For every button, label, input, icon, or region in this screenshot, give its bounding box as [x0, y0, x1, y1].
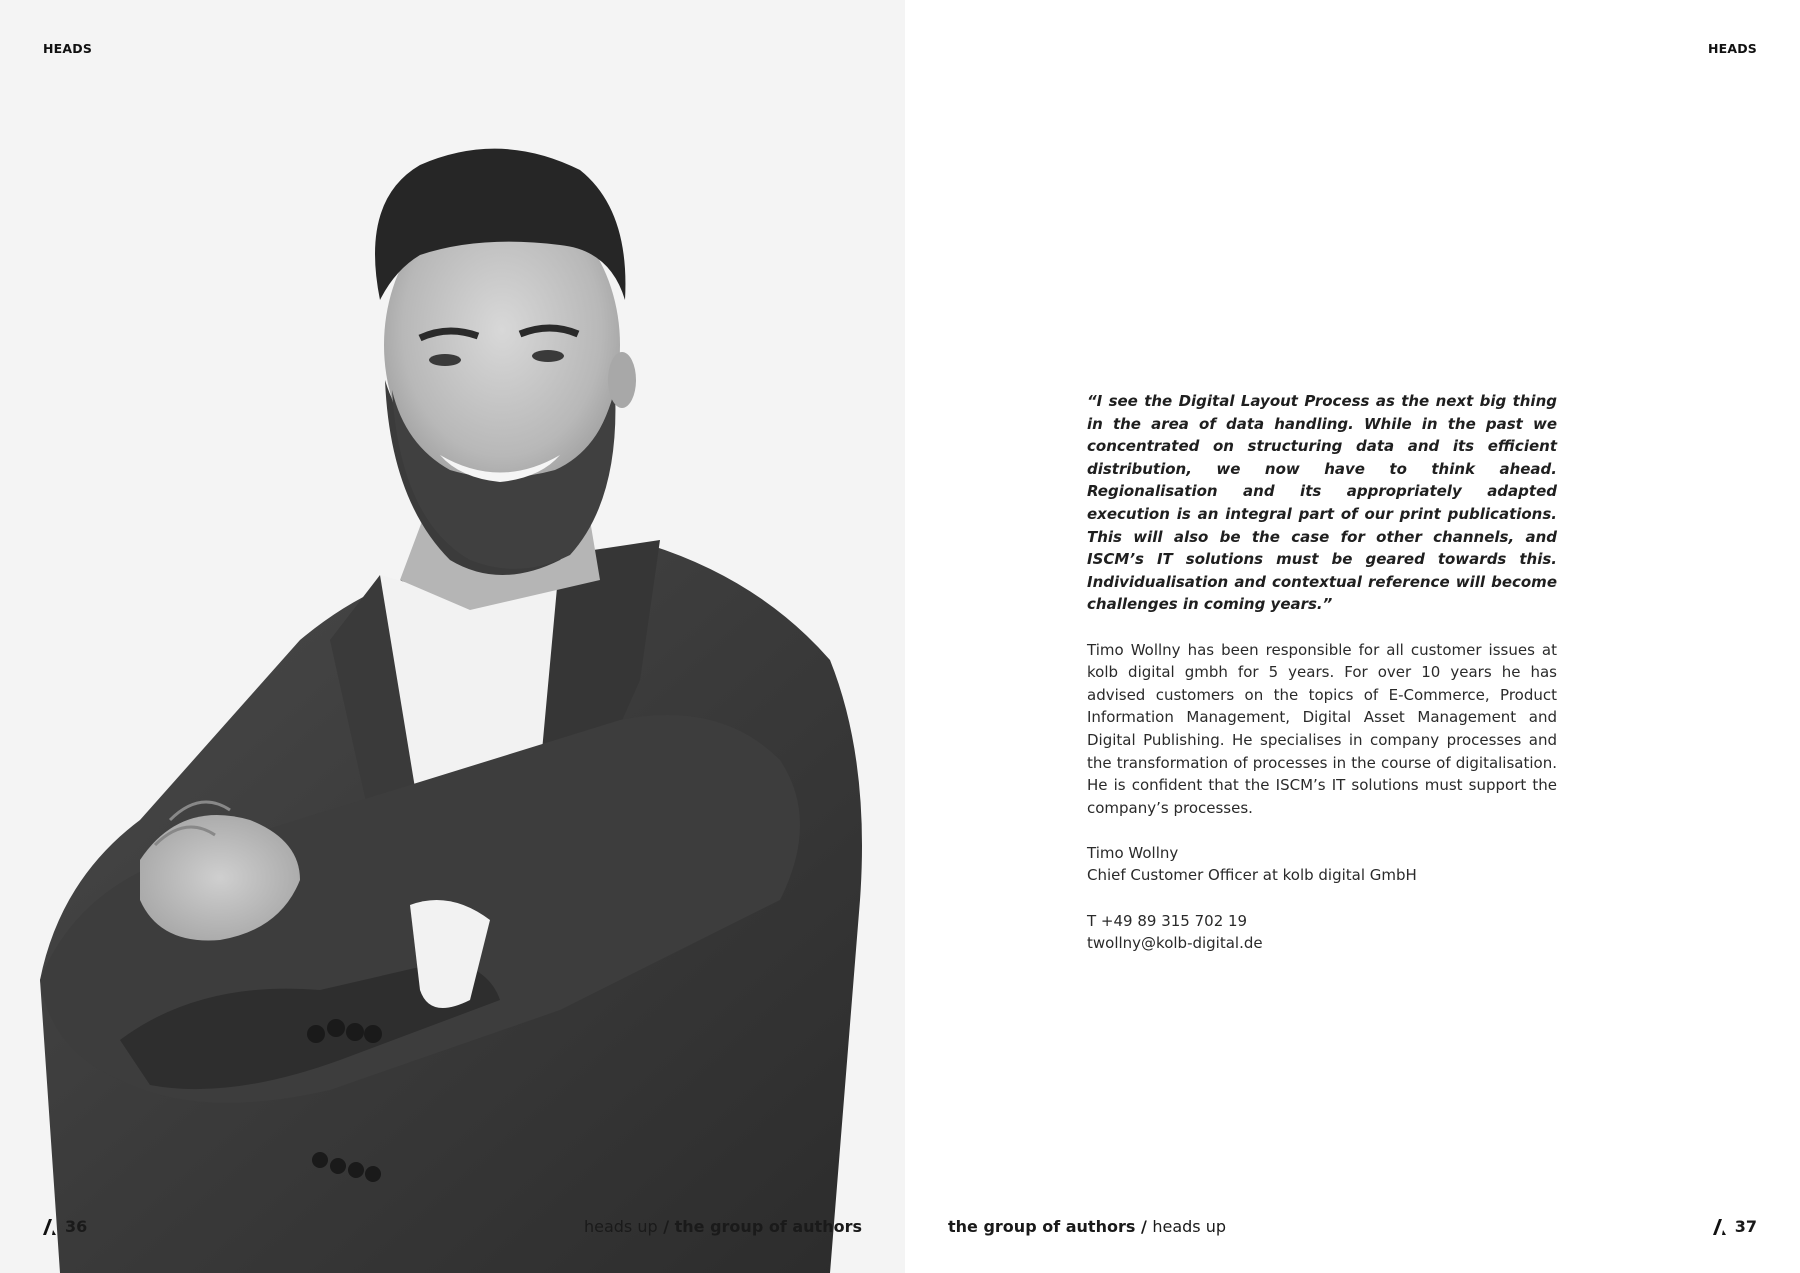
credit-left-publication: heads up — [583, 1217, 658, 1236]
running-head-right: HEADS — [1707, 41, 1757, 56]
author-phone: T +49 89 315 702 19 — [1087, 911, 1248, 930]
author-name: Timo Wollny — [1087, 843, 1179, 862]
author-contact — [1087, 910, 1557, 955]
page-number-left: 36 — [65, 1217, 88, 1236]
author-bio: Timo Wollny has been responsible for all customer issues at kolb digital gmbh for 5 years. For over 10 years he has advised customers on the topics of E-Commerce, Product Information Management, Digital Asset Management and Digital Publishing. He specialises in company processes and the transformation of processes in the course of digitalisation. He is confident that the ISCM’s IT solutions must support the company’s processes. — [1087, 640, 1557, 817]
credit-left — [584, 1217, 862, 1236]
folio-left — [43, 1217, 87, 1236]
slash-logo-icon — [43, 1219, 57, 1235]
credit-right — [948, 1217, 1226, 1236]
author-email[interactable]: twollny@kolb-digital.de — [1087, 934, 1263, 953]
right-page — [905, 0, 1800, 1273]
slash-logo-icon — [1713, 1219, 1727, 1235]
credit-left-section: the group of authors — [674, 1217, 862, 1236]
pull-quote: “I see the Digital Layout Process as the next big thing in the area of data handling. While in the past we concentrated on structuring data and its efficient distribution, we now have to think ahead. Regionalisation and its appropriately adapted execution is an integral part of our print publications. This will also be the case for other channels, and ISCM’s IT solutions must be geared towards this. Individualisation and contextual reference will become challenges in coming years.” — [1087, 392, 1557, 614]
credit-left-separator: / — [657, 1217, 675, 1236]
credit-right-section: the group of authors — [948, 1217, 1136, 1236]
author-signature — [1087, 842, 1557, 887]
running-head-left: HEADS — [43, 41, 93, 56]
page-number-right: 37 — [1734, 1217, 1757, 1236]
author-title: Chief Customer Officer at kolb digital GmbH — [1087, 866, 1417, 885]
article-body — [1087, 390, 1557, 977]
credit-right-publication: heads up — [1152, 1217, 1227, 1236]
folio-right — [1713, 1217, 1757, 1236]
credit-right-separator: / — [1135, 1217, 1153, 1236]
